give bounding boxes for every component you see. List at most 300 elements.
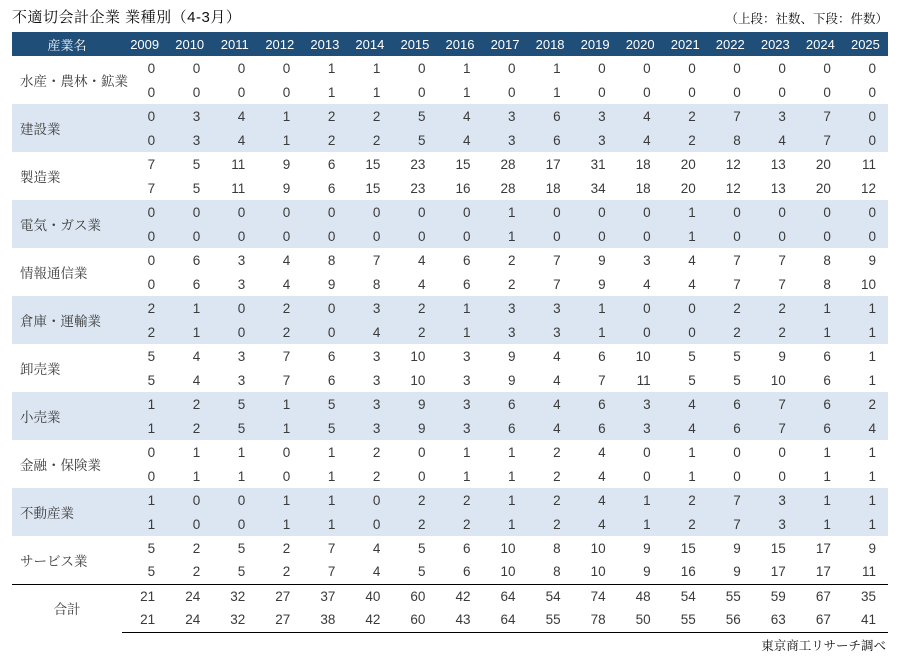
total-companies-cell: 60 xyxy=(392,584,437,608)
companies-cell: 0 xyxy=(733,60,741,76)
companies-cell: 1 xyxy=(462,444,471,460)
cases-cell: 8 xyxy=(372,276,381,292)
companies-cell: 1 xyxy=(868,348,876,364)
companies-cell: 9 xyxy=(282,156,291,172)
cases-cell: 0 xyxy=(573,224,618,248)
companies-cell: 2 xyxy=(392,296,437,320)
cases-cell: 0 xyxy=(843,224,888,248)
year-header-cell: 2010 xyxy=(167,32,212,56)
companies-cell: 1 xyxy=(167,296,212,320)
cases-cell: 2 xyxy=(392,320,437,344)
companies-cell: 4 xyxy=(192,348,201,364)
cases-cell: 0 xyxy=(212,224,257,248)
industry-name-cell: 製造業 xyxy=(20,170,61,185)
cases-cell: 7 xyxy=(798,128,843,152)
companies-cell: 1 xyxy=(462,60,471,76)
companies-cell: 1 xyxy=(302,488,347,512)
total-cases-cell: 38 xyxy=(302,608,347,632)
cases-cell: 1 xyxy=(868,468,876,484)
cases-cell: 1 xyxy=(257,416,302,440)
total-cases-cell: 27 xyxy=(257,608,302,632)
cases-cell: 5 xyxy=(302,416,347,440)
companies-cell: 3 xyxy=(528,296,573,320)
companies-cell: 4 xyxy=(688,252,696,268)
companies-cell: 8 xyxy=(823,252,831,268)
companies-cell: 0 xyxy=(417,444,426,460)
cases-cell: 1 xyxy=(192,468,201,484)
cases-cell: 2 xyxy=(282,564,291,580)
cases-cell: 9 xyxy=(327,276,336,292)
cases-cell: 18 xyxy=(635,180,651,196)
cases-cell: 5 xyxy=(192,180,201,196)
companies-cell: 0 xyxy=(778,444,786,460)
cases-cell: 0 xyxy=(688,84,696,100)
cases-cell: 5 xyxy=(733,372,741,388)
companies-cell: 1 xyxy=(372,60,381,76)
companies-cell: 7 xyxy=(372,252,381,268)
cases-cell: 0 xyxy=(663,320,708,344)
cases-cell: 1 xyxy=(618,512,663,536)
companies-cell: 8 xyxy=(553,540,561,556)
companies-cell: 1 xyxy=(663,200,708,224)
cases-cell: 1 xyxy=(237,468,246,484)
companies-cell: 6 xyxy=(192,252,201,268)
cases-cell: 0 xyxy=(417,84,426,100)
companies-cell: 1 xyxy=(237,444,246,460)
cases-cell: 4 xyxy=(528,416,573,440)
companies-cell: 2 xyxy=(302,104,347,128)
cases-cell: 9 xyxy=(598,276,606,292)
cases-cell: 0 xyxy=(778,468,786,484)
industry-name-cell: 建設業 xyxy=(12,104,122,152)
cases-cell: 1 xyxy=(663,224,708,248)
industry-name-cell: 卸売業 xyxy=(20,362,61,377)
industry-cases-row xyxy=(12,512,888,536)
companies-cell: 1 xyxy=(553,60,561,76)
year-header-cell: 2023 xyxy=(753,32,798,56)
companies-cell: 6 xyxy=(598,348,606,364)
cases-cell: 3 xyxy=(237,276,246,292)
companies-cell: 1 xyxy=(508,444,516,460)
cases-cell: 5 xyxy=(147,564,156,580)
industry-cases-row xyxy=(12,128,888,152)
companies-cell: 2 xyxy=(708,296,753,320)
companies-cell: 4 xyxy=(437,104,482,128)
cases-cell: 1 xyxy=(843,512,888,536)
cases-cell: 7 xyxy=(147,180,156,196)
companies-cell: 4 xyxy=(663,392,708,416)
cases-cell: 0 xyxy=(753,224,798,248)
companies-cell: 4 xyxy=(618,104,663,128)
companies-cell: 1 xyxy=(257,488,302,512)
companies-cell: 2 xyxy=(508,252,516,268)
companies-cell: 3 xyxy=(462,348,471,364)
companies-cell: 1 xyxy=(122,488,167,512)
cases-cell: 0 xyxy=(257,224,302,248)
total-cases-cell: 24 xyxy=(167,608,212,632)
title-bar xyxy=(0,0,900,32)
companies-cell: 1 xyxy=(688,444,696,460)
companies-cell: 3 xyxy=(237,252,246,268)
cases-cell: 4 xyxy=(663,416,708,440)
cases-cell: 2 xyxy=(753,320,798,344)
total-companies-cell: 48 xyxy=(618,584,663,608)
companies-cell: 5 xyxy=(392,104,437,128)
companies-cell: 3 xyxy=(372,348,381,364)
companies-cell: 0 xyxy=(663,296,708,320)
total-cases-cell: 55 xyxy=(528,608,573,632)
companies-cell: 6 xyxy=(462,540,471,556)
cases-cell: 1 xyxy=(483,224,528,248)
table-header-row xyxy=(12,32,888,56)
cases-cell: 2 xyxy=(372,468,381,484)
companies-cell: 0 xyxy=(192,60,201,76)
industry-companies-row xyxy=(12,152,888,176)
cases-cell: 4 xyxy=(347,320,392,344)
cases-cell: 7 xyxy=(282,372,291,388)
cases-cell: 3 xyxy=(167,128,212,152)
total-cases-cell: 32 xyxy=(212,608,257,632)
companies-cell: 9 xyxy=(778,348,786,364)
cases-cell: 2 xyxy=(122,320,167,344)
companies-cell: 10 xyxy=(500,540,516,556)
companies-cell: 3 xyxy=(347,392,392,416)
industry-name-cell: 小売業 xyxy=(12,392,122,440)
companies-cell: 3 xyxy=(573,104,618,128)
total-cases-cell: 63 xyxy=(753,608,798,632)
companies-cell: 5 xyxy=(302,392,347,416)
total-cases-cell: 56 xyxy=(708,608,753,632)
cases-cell: 17 xyxy=(770,564,786,580)
companies-cell: 6 xyxy=(462,252,471,268)
total-companies-cell: 64 xyxy=(483,584,528,608)
total-companies-cell: 32 xyxy=(212,584,257,608)
total-companies-cell: 37 xyxy=(302,584,347,608)
companies-cell: 4 xyxy=(598,444,606,460)
companies-cell: 0 xyxy=(147,252,156,268)
companies-cell: 3 xyxy=(753,104,798,128)
companies-cell: 23 xyxy=(410,156,426,172)
total-companies-cell: 74 xyxy=(573,584,618,608)
cases-cell: 1 xyxy=(327,468,336,484)
cases-cell: 3 xyxy=(528,320,573,344)
companies-cell: 1 xyxy=(618,488,663,512)
companies-cell: 1 xyxy=(257,104,302,128)
table-head xyxy=(12,32,888,56)
total-cases-row xyxy=(12,608,888,632)
companies-cell: 8 xyxy=(327,252,336,268)
cases-cell: 28 xyxy=(500,180,516,196)
cases-cell: 0 xyxy=(167,512,212,536)
companies-cell: 6 xyxy=(483,392,528,416)
year-header-cell: 2020 xyxy=(618,32,663,56)
cases-cell: 1 xyxy=(462,468,471,484)
cases-cell: 3 xyxy=(237,372,246,388)
cases-cell: 0 xyxy=(618,224,663,248)
companies-cell: 5 xyxy=(688,348,696,364)
cases-cell: 2 xyxy=(528,512,573,536)
cases-cell: 1 xyxy=(798,512,843,536)
cases-cell: 7 xyxy=(553,276,561,292)
companies-cell: 0 xyxy=(392,200,437,224)
cases-cell: 34 xyxy=(590,180,606,196)
cases-cell: 5 xyxy=(237,564,246,580)
cases-cell: 1 xyxy=(122,512,167,536)
total-companies-cell: 35 xyxy=(843,584,888,608)
cases-cell: 4 xyxy=(643,276,651,292)
total-label-cell: 合計 xyxy=(12,584,122,632)
companies-cell: 18 xyxy=(635,156,651,172)
cases-cell: 0 xyxy=(347,224,392,248)
year-header-cell: 2024 xyxy=(798,32,843,56)
companies-cell: 5 xyxy=(212,392,257,416)
cases-cell: 0 xyxy=(167,224,212,248)
total-companies-cell: 59 xyxy=(753,584,798,608)
companies-cell: 0 xyxy=(237,60,246,76)
companies-cell: 10 xyxy=(590,540,606,556)
cases-cell: 1 xyxy=(688,468,696,484)
companies-cell: 6 xyxy=(798,392,843,416)
companies-cell: 0 xyxy=(167,488,212,512)
year-header-cell: 2017 xyxy=(483,32,528,56)
total-cases-cell: 21 xyxy=(122,608,167,632)
cases-cell: 6 xyxy=(192,276,201,292)
companies-cell: 9 xyxy=(868,252,876,268)
total-cases-cell: 67 xyxy=(798,608,843,632)
companies-cell: 7 xyxy=(753,392,798,416)
companies-cell: 15 xyxy=(680,540,696,556)
companies-cell: 0 xyxy=(302,200,347,224)
cases-cell: 1 xyxy=(843,320,888,344)
cases-cell: 4 xyxy=(553,372,561,388)
year-header-cell: 2025 xyxy=(843,32,888,56)
cases-cell: 0 xyxy=(392,224,437,248)
year-header-cell: 2019 xyxy=(573,32,618,56)
total-companies-cell: 54 xyxy=(663,584,708,608)
total-companies-cell: 42 xyxy=(437,584,482,608)
cases-cell: 1 xyxy=(327,84,336,100)
companies-cell: 3 xyxy=(483,296,528,320)
companies-cell: 1 xyxy=(192,444,201,460)
cases-cell: 0 xyxy=(868,84,876,100)
year-header-cell: 2009 xyxy=(122,32,167,56)
cases-cell: 9 xyxy=(643,564,651,580)
industry-name-cell: 情報通信業 xyxy=(20,266,88,281)
companies-cell: 5 xyxy=(417,540,426,556)
year-header-cell: 2012 xyxy=(257,32,302,56)
cases-cell: 23 xyxy=(410,180,426,196)
cases-cell: 2 xyxy=(508,276,516,292)
companies-cell: 0 xyxy=(122,104,167,128)
companies-cell: 7 xyxy=(553,252,561,268)
cases-cell: 2 xyxy=(553,468,561,484)
total-companies-cell: 40 xyxy=(347,584,392,608)
companies-cell: 7 xyxy=(708,488,753,512)
cases-cell: 3 xyxy=(618,416,663,440)
cases-cell: 0 xyxy=(347,512,392,536)
industry-companies-row xyxy=(12,488,888,512)
cases-cell: 4 xyxy=(417,276,426,292)
cases-cell: 1 xyxy=(823,468,831,484)
cases-cell: 9 xyxy=(282,180,291,196)
companies-cell: 5 xyxy=(192,156,201,172)
companies-cell: 0 xyxy=(212,488,257,512)
companies-cell: 7 xyxy=(778,252,786,268)
cases-cell: 0 xyxy=(708,224,753,248)
cases-cell: 3 xyxy=(347,416,392,440)
companies-cell: 0 xyxy=(257,200,302,224)
companies-cell: 0 xyxy=(618,296,663,320)
industry-cases-row xyxy=(12,176,888,200)
cases-cell: 0 xyxy=(733,84,741,100)
companies-cell: 9 xyxy=(643,540,651,556)
companies-cell: 0 xyxy=(843,200,888,224)
companies-cell: 11 xyxy=(231,156,246,172)
industry-cases-row xyxy=(12,560,888,584)
cases-cell: 3 xyxy=(462,372,471,388)
companies-cell: 11 xyxy=(861,156,876,172)
cases-cell: 4 xyxy=(437,128,482,152)
cases-cell: 0 xyxy=(437,224,482,248)
cases-cell: 9 xyxy=(733,564,741,580)
companies-cell: 5 xyxy=(733,348,741,364)
year-header-cell: 2018 xyxy=(528,32,573,56)
companies-cell: 0 xyxy=(798,200,843,224)
companies-cell: 2 xyxy=(282,540,291,556)
cases-cell: 0 xyxy=(823,84,831,100)
companies-cell: 0 xyxy=(302,296,347,320)
cases-cell: 0 xyxy=(778,84,786,100)
cases-cell: 11 xyxy=(231,180,246,196)
cases-cell: 1 xyxy=(483,512,528,536)
cases-cell: 12 xyxy=(860,180,876,196)
cases-cell: 1 xyxy=(573,320,618,344)
cases-cell: 0 xyxy=(147,84,156,100)
cases-cell: 1 xyxy=(372,84,381,100)
companies-cell: 6 xyxy=(708,392,753,416)
cases-cell: 4 xyxy=(282,276,291,292)
cases-cell: 8 xyxy=(823,276,831,292)
cases-cell: 0 xyxy=(302,320,347,344)
companies-cell: 0 xyxy=(598,60,606,76)
cases-cell: 6 xyxy=(573,416,618,440)
companies-cell: 0 xyxy=(753,200,798,224)
cases-cell: 1 xyxy=(798,320,843,344)
cases-cell: 1 xyxy=(122,416,167,440)
industry-companies-row xyxy=(12,200,888,224)
year-header-cell: 2013 xyxy=(302,32,347,56)
companies-cell: 5 xyxy=(147,540,156,556)
cases-cell: 0 xyxy=(733,468,741,484)
cases-cell: 3 xyxy=(437,416,482,440)
companies-cell: 20 xyxy=(815,156,831,172)
companies-cell: 17 xyxy=(545,156,561,172)
companies-cell: 6 xyxy=(573,392,618,416)
cases-cell: 7 xyxy=(598,372,606,388)
industry-companies-row xyxy=(12,536,888,560)
companies-cell: 1 xyxy=(483,200,528,224)
companies-cell: 12 xyxy=(725,156,741,172)
companies-cell: 2 xyxy=(843,392,888,416)
companies-cell: 7 xyxy=(147,156,156,172)
industry-companies-row xyxy=(12,296,888,320)
companies-cell: 0 xyxy=(573,200,618,224)
companies-cell: 0 xyxy=(843,104,888,128)
companies-cell: 0 xyxy=(733,444,741,460)
companies-cell: 9 xyxy=(392,392,437,416)
companies-cell: 6 xyxy=(327,348,336,364)
companies-cell: 2 xyxy=(167,392,212,416)
cases-cell: 6 xyxy=(708,416,753,440)
companies-cell: 1 xyxy=(798,488,843,512)
cases-cell: 7 xyxy=(778,276,786,292)
companies-cell: 2 xyxy=(437,488,482,512)
companies-cell: 10 xyxy=(635,348,651,364)
companies-cell: 4 xyxy=(553,348,561,364)
cases-cell: 10 xyxy=(590,564,606,580)
industry-companies-row xyxy=(12,56,888,80)
cases-cell: 0 xyxy=(643,84,651,100)
cases-cell: 1 xyxy=(437,320,482,344)
companies-cell: 9 xyxy=(733,540,741,556)
industry-cases-row xyxy=(12,368,888,392)
industry-name-cell: 不動産業 xyxy=(12,488,122,536)
cases-cell: 2 xyxy=(392,512,437,536)
cases-cell: 6 xyxy=(462,276,471,292)
companies-cell: 2 xyxy=(528,488,573,512)
industry-name-cell: 水産・農林・鉱業 xyxy=(20,74,128,89)
companies-cell: 2 xyxy=(372,444,381,460)
industry-cases-row xyxy=(12,416,888,440)
companies-cell: 5 xyxy=(147,348,156,364)
total-cases-cell: 42 xyxy=(347,608,392,632)
companies-cell: 3 xyxy=(167,104,212,128)
cases-cell: 6 xyxy=(327,180,336,196)
industry-header-cell: 産業名 xyxy=(12,32,122,56)
industry-name-cell: 金融・保険業 xyxy=(20,458,101,473)
total-companies-cell: 24 xyxy=(167,584,212,608)
total-cases-cell: 43 xyxy=(437,608,482,632)
total-cases-cell: 41 xyxy=(843,608,888,632)
companies-cell: 0 xyxy=(708,200,753,224)
cases-cell: 1 xyxy=(257,128,302,152)
cases-cell: 0 xyxy=(122,128,167,152)
year-header-cell: 2014 xyxy=(347,32,392,56)
companies-cell: 0 xyxy=(778,60,786,76)
companies-cell: 0 xyxy=(417,60,426,76)
companies-cell: 9 xyxy=(868,540,876,556)
cases-cell: 10 xyxy=(860,276,876,292)
cases-cell: 11 xyxy=(636,372,651,388)
cases-cell: 4 xyxy=(372,564,381,580)
cases-cell: 2 xyxy=(167,416,212,440)
cases-cell: 20 xyxy=(815,180,831,196)
companies-cell: 0 xyxy=(122,200,167,224)
industry-cases-row xyxy=(12,272,888,296)
companies-cell: 2 xyxy=(753,296,798,320)
legend-note: （上段：社数、下段：件数） xyxy=(725,12,888,26)
total-companies-row xyxy=(12,584,888,608)
cases-cell: 9 xyxy=(392,416,437,440)
cases-cell: 3 xyxy=(483,320,528,344)
cases-cell: 4 xyxy=(573,512,618,536)
table-body xyxy=(12,56,888,632)
companies-cell: 3 xyxy=(483,104,528,128)
industry-companies-row xyxy=(12,248,888,272)
companies-cell: 0 xyxy=(528,200,573,224)
cases-cell: 12 xyxy=(725,180,741,196)
cases-cell: 0 xyxy=(147,276,156,292)
